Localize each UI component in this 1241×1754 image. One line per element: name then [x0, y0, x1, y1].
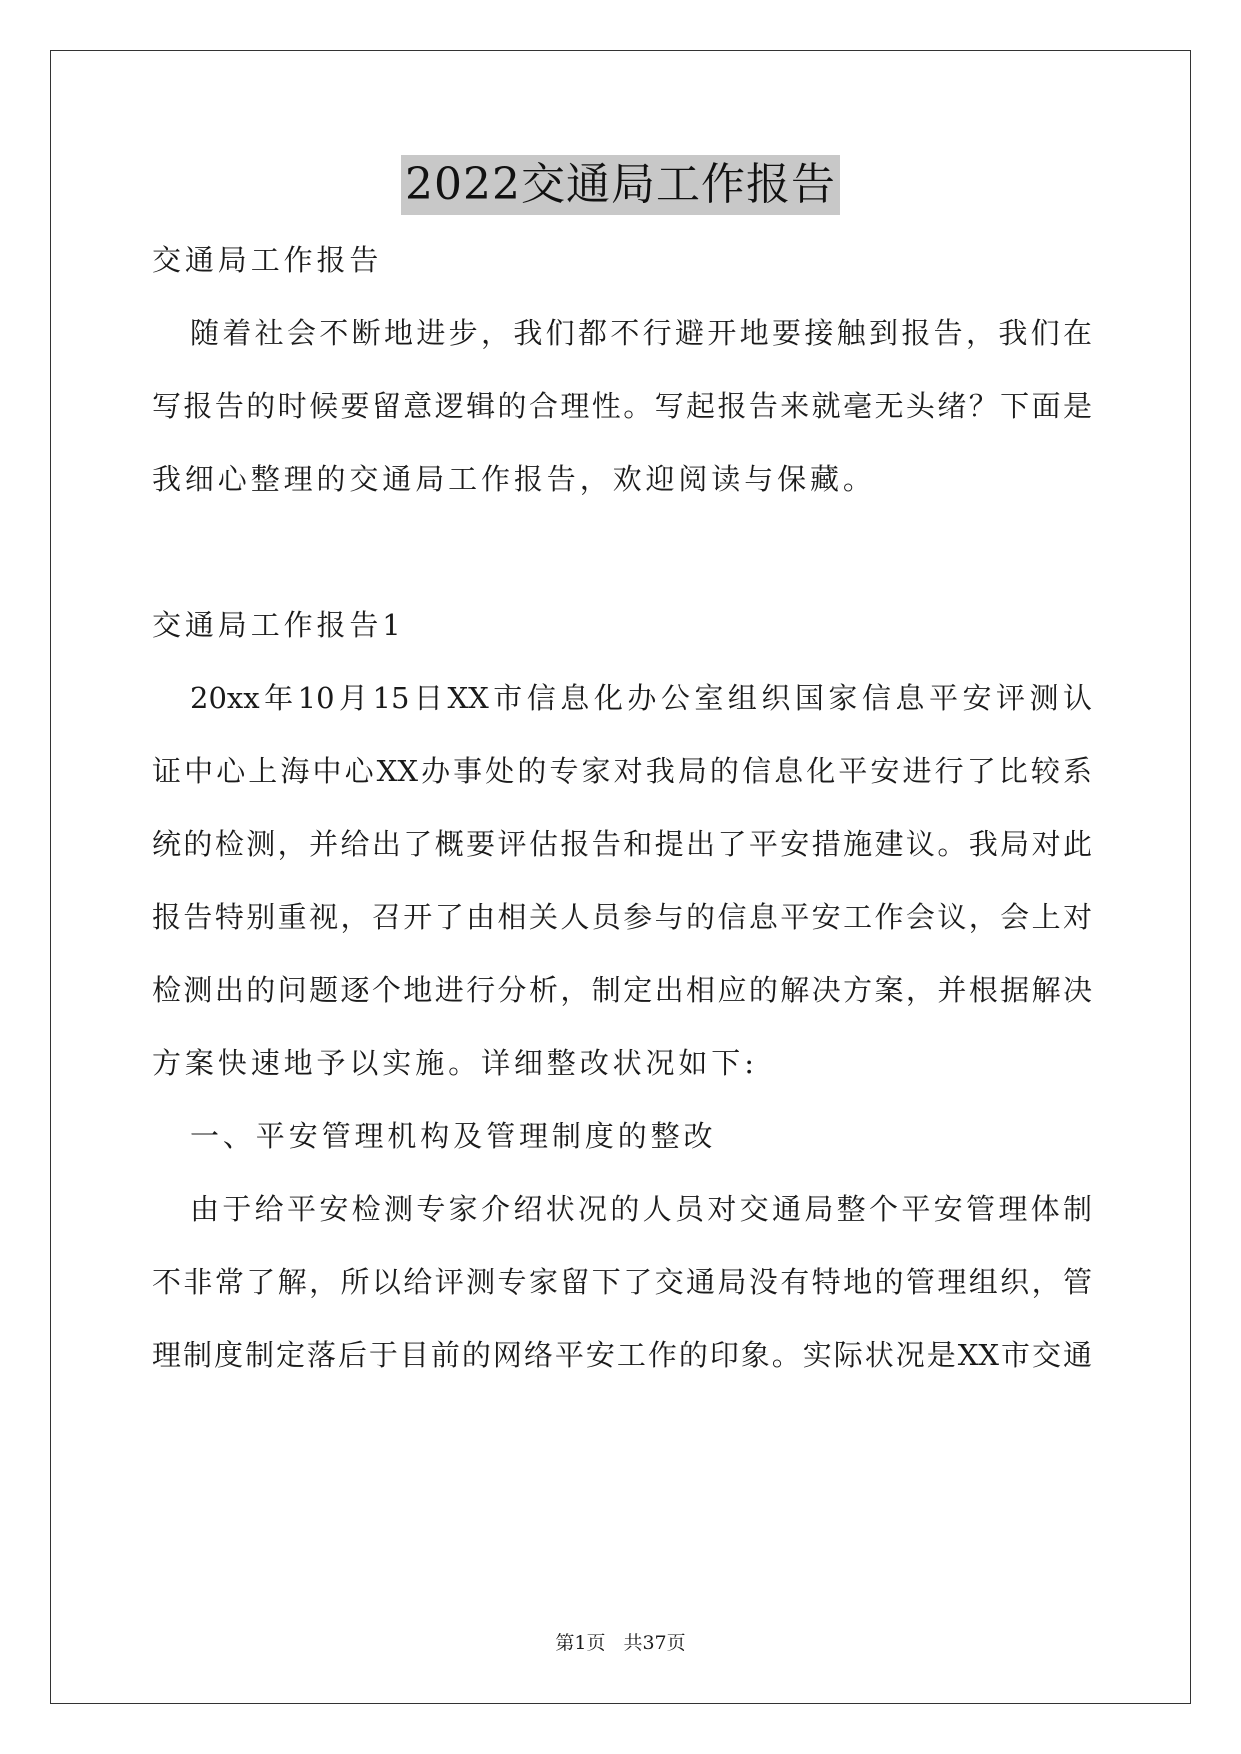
title-container — [0, 155, 1241, 215]
paragraph-line: 统的检测，并给出了概要评估报告和提出了平安措施建议。我局对此 — [152, 827, 1092, 861]
document-title: 2022交通局工作报告 — [401, 155, 840, 215]
paragraph-line: 证中心上海中心XX办事处的专家对我局的信息化平安进行了比较系 — [152, 754, 1092, 788]
paragraph-line: 我细心整理的交通局工作报告，欢迎阅读与保藏。 — [152, 462, 876, 496]
paragraph-line: 随着社会不断地进步，我们都不行避开地要接触到报告，我们在 — [190, 316, 1092, 350]
paragraph-line: 方案快速地予以实施。详细整改状况如下: — [152, 1046, 758, 1080]
subsection-heading: 一、平安管理机构及管理制度的整改 — [190, 1119, 717, 1153]
paragraph-line: 报告特别重视，召开了由相关人员参与的信息平安工作会议，会上对 — [152, 900, 1092, 934]
paragraph-line: 20xx年10月15日XX市信息化办公室组织国家信息平安评测认 — [190, 681, 1092, 715]
paragraph-line: 检测出的问题逐个地进行分析，制定出相应的解决方案，并根据解决 — [152, 973, 1092, 1007]
page-number: 第1页 — [555, 1632, 606, 1654]
paragraph-line: 由于给平安检测专家介绍状况的人员对交通局整个平安管理体制 — [190, 1192, 1092, 1226]
paragraph-line: 写报告的时候要留意逻辑的合理性。写起报告来就毫无头绪？下面是 — [152, 389, 1092, 423]
page-footer — [0, 1630, 1241, 1656]
paragraph-line: 不非常了解，所以给评测专家留下了交通局没有特地的管理组织，管 — [152, 1265, 1092, 1299]
section-heading: 交通局工作报告1 — [152, 608, 405, 642]
section-heading: 交通局工作报告 — [152, 243, 383, 277]
page-total: 共37页 — [623, 1632, 686, 1654]
page-border — [50, 50, 1191, 1704]
paragraph-line: 理制度制定落后于目前的网络平安工作的印象。实际状况是XX市交通 — [152, 1338, 1092, 1372]
